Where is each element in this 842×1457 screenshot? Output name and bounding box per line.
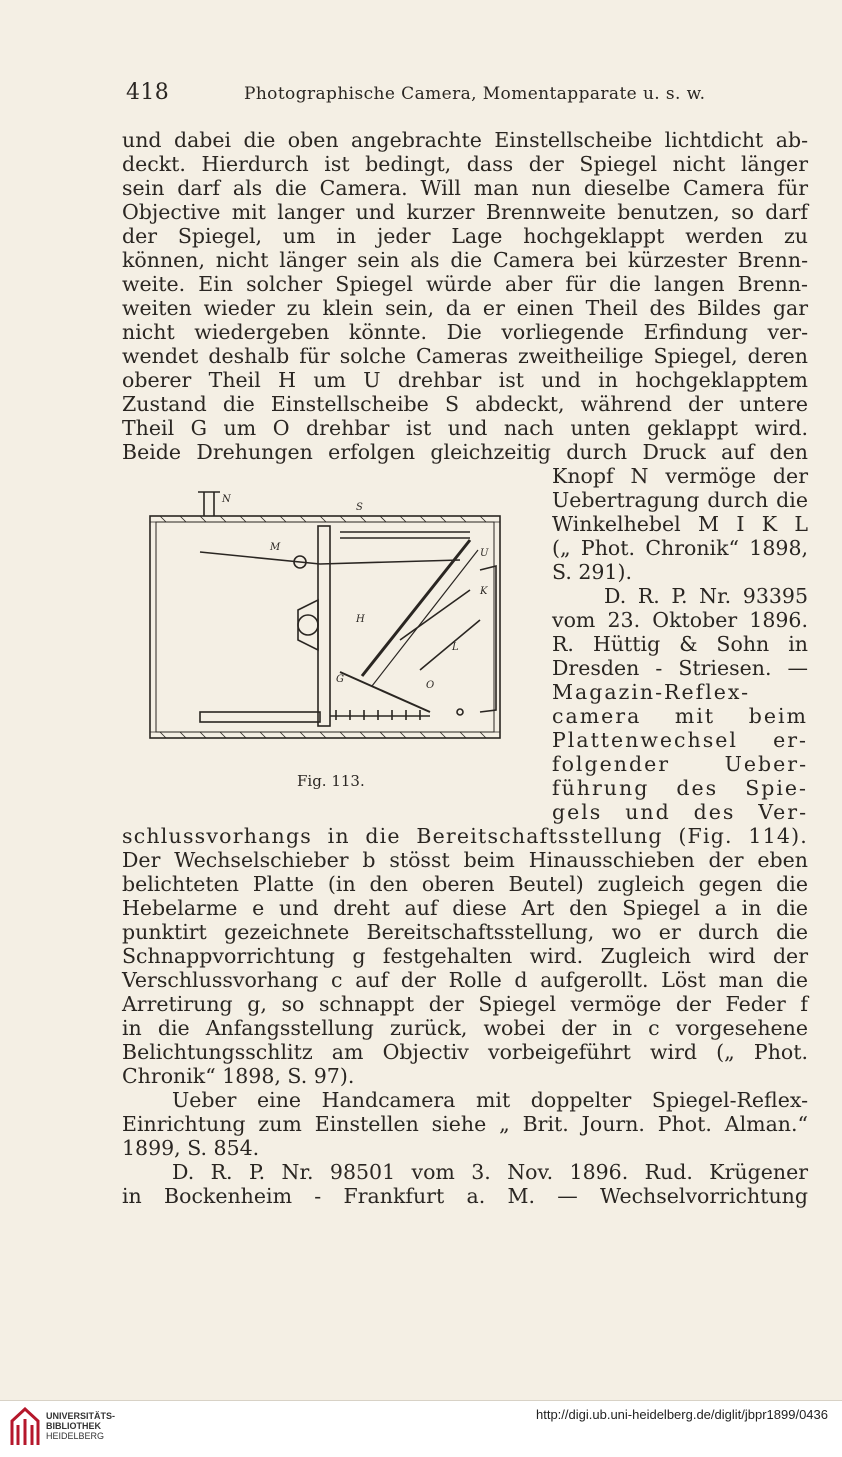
label-s: S <box>356 502 363 513</box>
body-line: punktirt gezeichnete Bereitschaftsstellung, wo er durch die <box>122 920 808 944</box>
side-line: („ Phot. Chronik“ 1898, <box>552 536 808 560</box>
side-line: gels und des Ver- <box>552 800 808 824</box>
side-line: D. R. P. Nr. 93395 <box>604 584 808 608</box>
source-url-link[interactable]: http://digi.ub.uni-heidelberg.de/diglit/jbpr1899/0436 <box>536 1407 828 1422</box>
label-n: N <box>222 494 231 505</box>
body-line: D. R. P. Nr. 98501 vom 3. Nov. 1896. Rud. Krügener <box>172 1160 808 1184</box>
body-line: Der Wechselschieber b stösst beim Hinausschieben der eben <box>122 848 808 872</box>
running-title: Photographische Camera, Momentapparate u. s. w. <box>244 84 706 104</box>
body-line: der Spiegel, um in jeder Lage hochgeklappt werden zu <box>122 224 808 248</box>
side-line: folgender Ueber- <box>552 752 808 776</box>
side-line: S. 291). <box>552 560 632 584</box>
side-line: R. Hüttig & Sohn in <box>552 632 808 656</box>
body-line: Objective mit langer und kurzer Brennweite benutzen, so darf <box>122 200 808 224</box>
body-line: Hebelarme e und dreht auf diese Art den Spiegel a in die <box>122 896 808 920</box>
library-name: UNIVERSITÄTS- BIBLIOTHEK HEIDELBERG <box>46 1411 116 1441</box>
side-line: Magazin-Reflex- <box>552 680 751 704</box>
body-line: Schnappvorrichtung g festgehalten wird. Zugleich wird der <box>122 944 808 968</box>
label-m: M <box>270 542 281 553</box>
body-line: können, nicht länger sein als die Camera bei kürzester Brenn- <box>122 248 808 272</box>
levers-kl <box>400 590 480 670</box>
body-line: Zustand die Einstellscheibe S abdeckt, während der untere <box>122 392 808 416</box>
label-k: K <box>480 586 488 597</box>
library-logo-icon <box>10 1407 40 1447</box>
body-line: Arretirung g, so schnappt der Spiegel vermöge der Feder f <box>122 992 808 1016</box>
body-line: in die Anfangsstellung zurück, wobei der in c vorgesehene <box>122 1016 808 1040</box>
camera-box-outline <box>150 516 500 738</box>
camera-diagram-figure <box>140 480 520 750</box>
body-line: Theil G um O drehbar ist und nach unten geklappt wird. <box>122 416 808 440</box>
body-line: und dabei die oben angebrachte Einstellscheibe lichtdicht ab- <box>122 128 808 152</box>
upper-mirror-h <box>362 540 470 676</box>
plate-rack <box>200 712 320 722</box>
body-line: Beide Drehungen erfolgen gleichzeitig durch Druck auf den <box>122 440 808 464</box>
side-line: Winkelhebel M I K L <box>552 512 808 536</box>
body-line: deckt. Hierdurch ist bedingt, dass der Spiegel nicht länger <box>122 152 808 176</box>
body-line: Chronik“ 1898, S. 97). <box>122 1064 355 1088</box>
figure-caption: Fig. 113. <box>297 772 365 790</box>
lower-mirror-g <box>340 672 430 712</box>
page-header <box>126 80 806 110</box>
page-number: 418 <box>126 80 170 105</box>
body-line: wendet deshalb für solche Cameras zweitheilige Spiegel, deren <box>122 344 808 368</box>
label-o: O <box>426 680 435 691</box>
footer-bar <box>0 1400 842 1457</box>
figure-labels <box>221 494 489 691</box>
side-line: vom 23. Oktober 1896. <box>552 608 808 632</box>
body-line: belichteten Platte (in den oberen Beutel) zugleich gegen die <box>122 872 808 896</box>
body-line: Belichtungsschlitz am Objectiv vorbeigeführt wird („ Phot. <box>122 1040 808 1064</box>
side-line: Uebertragung durch die <box>552 488 808 512</box>
body-line: Ueber eine Handcamera mit doppelter Spiegel-Reflex- <box>172 1088 808 1112</box>
body-line: 1899, S. 854. <box>122 1136 260 1160</box>
body-line: nicht wiedergeben könnte. Die vorliegende Erfindung ver- <box>122 320 808 344</box>
body-line: weite. Ein solcher Spiegel würde aber für die langen Brenn- <box>122 272 808 296</box>
lens-board <box>318 526 330 726</box>
body-line: schlussvorhangs in die Bereitschaftsstellung (Fig. 114). <box>122 824 808 848</box>
camera-box-inner <box>156 522 494 732</box>
body-line: Verschlussvorhang c auf der Rolle d aufgerollt. Löst man die <box>122 968 808 992</box>
label-l: L <box>452 642 459 653</box>
lens <box>298 600 318 650</box>
body-line: sein darf als die Camera. Will man nun dieselbe Camera für <box>122 176 808 200</box>
label-g: G <box>336 674 344 685</box>
body-line: oberer Theil H um U drehbar ist und in hochgeklapptem <box>122 368 808 392</box>
side-line: führung des Spie- <box>552 776 808 800</box>
side-line: Plattenwechsel er- <box>552 728 808 752</box>
label-h: H <box>356 614 365 625</box>
knob-n <box>198 492 220 516</box>
focusing-screen-s <box>340 532 470 538</box>
hatching <box>150 516 500 738</box>
body-line: weiten wieder zu klein sein, da er einen Theil des Bildes gar <box>122 296 808 320</box>
side-line: Knopf N vermöge der <box>552 464 808 488</box>
side-line: camera mit beim <box>552 704 808 728</box>
body-line: Einrichtung zum Einstellen siehe „ Brit. Journ. Phot. Alman.“ <box>122 1112 808 1136</box>
body-line: in Bockenheim - Frankfurt a. M. — Wechselvorrichtung <box>122 1184 808 1208</box>
side-line: Dresden - Striesen. — <box>552 656 808 680</box>
label-u: U <box>480 548 489 559</box>
